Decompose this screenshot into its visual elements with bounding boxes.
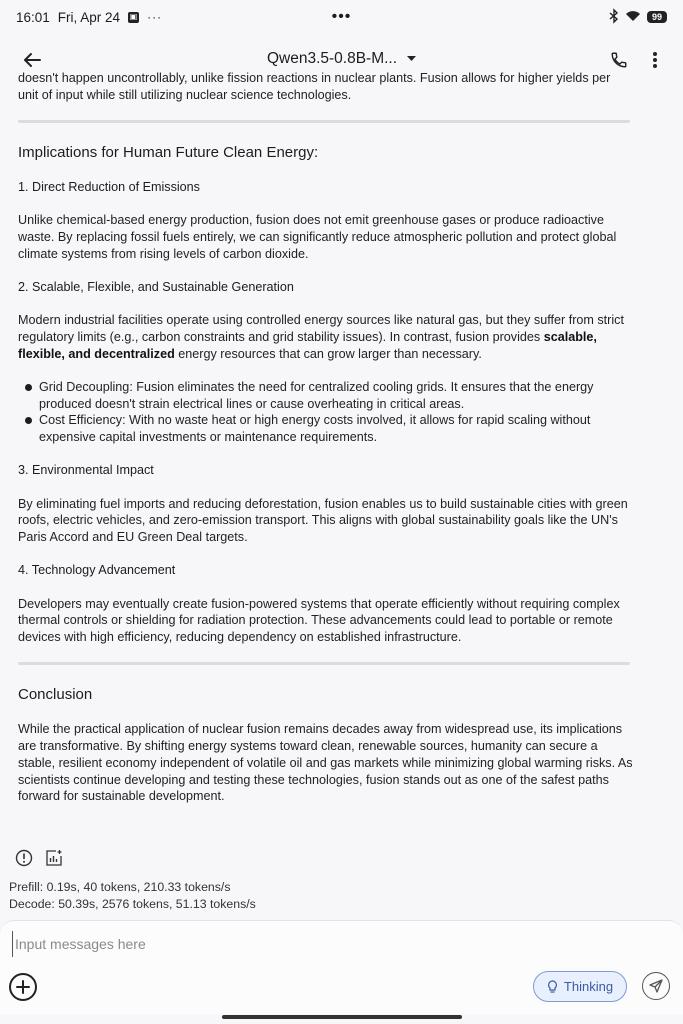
- status-date: Fri, Apr 24: [57, 9, 121, 25]
- bullet-label: Grid Decoupling: [39, 380, 130, 394]
- list-item: [18, 379, 634, 412]
- battery-indicator: 99: [647, 11, 667, 23]
- status-time: 16:01: [16, 9, 50, 25]
- bullet-text: : Fusion eliminates the need for centralized cooling grids. It ensures that the energy produced doesn't strain electrical lines or cause overheating in critical areas.: [39, 380, 594, 411]
- message-actions: [14, 848, 64, 868]
- info-button[interactable]: [14, 848, 34, 868]
- section-2-body-end: energy resources that can grow larger than necessary.: [174, 346, 482, 361]
- model-title: Qwen3.5-0.8B-M...: [266, 50, 398, 67]
- chat-area[interactable]: [0, 71, 683, 920]
- section-2-body: [18, 312, 634, 362]
- generation-stats: [9, 879, 256, 912]
- intro-paragraph: doesn't happen uncontrollably, unlike fission reactions in nuclear plants. Fusion allows for higher yields per unit of input while still utilizing nuclear science technologies.: [18, 71, 611, 102]
- bullet-label: Cost Efficiency: [39, 413, 123, 428]
- section-4-title: 4. Technology Advancement: [18, 563, 176, 578]
- section-2-body-emphasis: scalable, flexible, and decentralized: [18, 330, 597, 361]
- message-composer: [0, 920, 683, 1014]
- status-right: [609, 9, 667, 26]
- thinking-toggle[interactable]: [533, 971, 627, 1002]
- divider: [18, 120, 630, 123]
- status-overflow-dots: ···: [147, 10, 163, 24]
- add-attachment-button[interactable]: [9, 973, 37, 1001]
- status-bar: [0, 0, 683, 34]
- section-1-body: Unlike chemical-based energy production, fusion does not emit greenhouse gases or produce radioactive waste. By replacing fossil fuels entirely, we can significantly reduce atmospheric pollution and protect global climate systems from rising levels of carbon dioxide.: [18, 213, 617, 261]
- bluetooth-icon: [609, 9, 619, 26]
- section-2-title: 2. Scalable, Flexible, and Sustainable Generation: [18, 280, 294, 294]
- send-icon: [648, 978, 664, 994]
- section-4-body: Developers may eventually create fusion-powered systems that operate efficiently without requiring complex thermal controls or shielding for radiation protection. These advancements could lead to portable or remote devices with high efficiency, reducing dependency on established infrastructure.: [18, 596, 620, 645]
- conclusion-heading: Conclusion: [18, 686, 93, 704]
- divider: [18, 662, 630, 665]
- section-3-body: By eliminating fuel imports and reducing deforestation, fusion enables us to build sustainable cities with green roofs, electric vehicles, and zero-emission transport. This aligns with global sustainability goals like the UN's Paris Accord and EU Green Deal targets.: [18, 496, 628, 545]
- wifi-icon: [625, 10, 641, 25]
- section-3-title: 3. Environmental Impact: [18, 463, 154, 478]
- implications-heading: Implications for Human Future Clean Energy:: [18, 144, 319, 161]
- assistant-message: [18, 70, 634, 822]
- conclusion-body: While the practical application of nuclear fusion remains decades away from widespread use, its implications are transformative. By shifting energy systems toward clean, renewable sources, humanity can secure a stable, resilient economy independent of volatile oil and gas markets while minimizing global warming risks. As scientists continue developing and testing these technologies, fusion stands out as one of the safest paths forward for sustainable development.: [18, 722, 633, 804]
- caret-down-icon: [407, 56, 416, 62]
- lightbulb-icon: [547, 980, 558, 994]
- thinking-label: Thinking: [563, 979, 614, 994]
- phone-icon: [610, 51, 628, 69]
- info-circle-icon: [15, 849, 33, 867]
- more-vert-icon: [652, 51, 658, 69]
- bar-chart-icon: [45, 849, 63, 867]
- send-button[interactable]: [642, 972, 670, 1000]
- more-options-button[interactable]: [641, 46, 669, 74]
- bullet-text: : With no waste heat or high energy costs involved, it allows for rapid scaling without expensive capital investments or maintenance requirements.: [39, 413, 591, 445]
- model-selector[interactable]: [267, 50, 416, 68]
- list-item: [18, 412, 634, 445]
- section-1-title: 1. Direct Reduction of Emissions: [18, 180, 200, 194]
- status-center-dots: •••: [331, 8, 352, 25]
- gesture-nav-handle[interactable]: [222, 1015, 462, 1019]
- section-2-body-start: Modern industrial facilities operate using controlled energy sources like natural gas, but they suffer from strict regulatory limits (e.g., carbon constraints and grid stability issues). In contrast, fusion provides: [18, 313, 624, 344]
- stats-button[interactable]: [44, 848, 64, 868]
- status-left: [16, 10, 162, 25]
- message-input[interactable]: [12, 931, 612, 957]
- decode-stats: Decode: 50.39s, 2576 tokens, 51.13 tokens/s: [9, 896, 256, 911]
- plus-circle-icon: [16, 980, 30, 994]
- notification-icon: ▣: [129, 12, 138, 21]
- prefill-stats: Prefill: 0.19s, 40 tokens, 210.33 tokens/s: [9, 880, 231, 894]
- benefit-list: [18, 379, 634, 446]
